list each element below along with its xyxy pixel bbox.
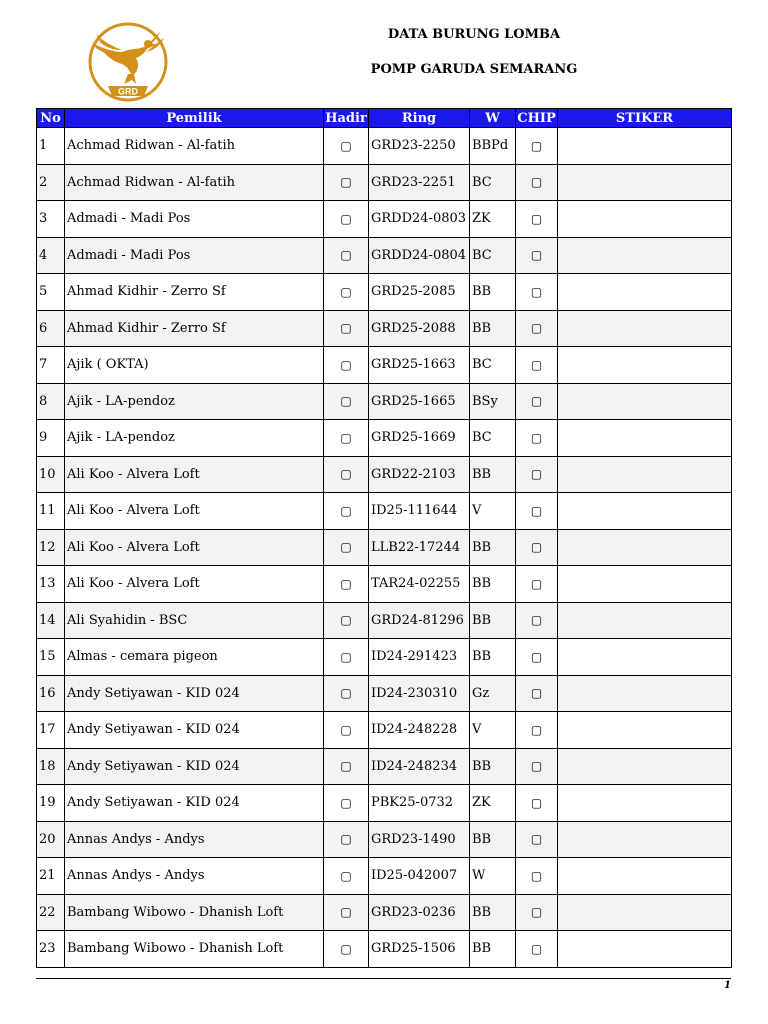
table-row xyxy=(37,420,732,457)
cell-pemilik: Ajik - LA-pendoz xyxy=(65,383,324,420)
chip-checkbox[interactable]: ▢ xyxy=(516,383,558,420)
cell-no: 15 xyxy=(37,639,65,676)
chip-checkbox[interactable]: ▢ xyxy=(516,894,558,931)
hadir-checkbox[interactable]: ▢ xyxy=(324,201,369,238)
cell-pemilik: Admadi - Madi Pos xyxy=(65,201,324,238)
cell-stiker xyxy=(558,201,732,238)
table-row xyxy=(37,894,732,931)
cell-no: 16 xyxy=(37,675,65,712)
chip-checkbox[interactable]: ▢ xyxy=(516,785,558,822)
cell-w: ZK xyxy=(470,201,516,238)
garuda-logo xyxy=(84,20,172,104)
column-header-hadir: Hadir xyxy=(325,110,367,126)
hadir-checkbox[interactable]: ▢ xyxy=(324,237,369,274)
cell-ring: PBK25-0732 xyxy=(369,785,470,822)
cell-stiker xyxy=(558,128,732,165)
cell-no: 13 xyxy=(37,566,65,603)
cell-pemilik: Ajik ( OKTA) xyxy=(65,347,324,384)
cell-w: BC xyxy=(470,237,516,274)
cell-pemilik: Achmad Ridwan - Al-fatih xyxy=(65,164,324,201)
column-header-stiker: STIKER xyxy=(558,109,732,128)
hadir-checkbox[interactable]: ▢ xyxy=(324,529,369,566)
cell-ring: GRD23-2251 xyxy=(369,164,470,201)
table-row xyxy=(37,310,732,347)
cell-ring: GRDD24-0803 xyxy=(369,201,470,238)
cell-ring: ID24-230310 xyxy=(369,675,470,712)
chip-checkbox[interactable]: ▢ xyxy=(516,128,558,165)
cell-no: 4 xyxy=(37,237,65,274)
cell-w: BB xyxy=(470,602,516,639)
cell-no: 5 xyxy=(37,274,65,311)
cell-no: 12 xyxy=(37,529,65,566)
cell-no: 3 xyxy=(37,201,65,238)
cell-w: BC xyxy=(470,347,516,384)
document-title: DATA BURUNG LOMBA xyxy=(387,27,561,42)
cell-no: 18 xyxy=(37,748,65,785)
chip-checkbox[interactable]: ▢ xyxy=(516,931,558,968)
table-row xyxy=(37,712,732,749)
cell-pemilik: Almas - cemara pigeon xyxy=(65,639,324,676)
table-row xyxy=(37,128,732,165)
cell-stiker xyxy=(558,456,732,493)
table-row xyxy=(37,821,732,858)
cell-pemilik: Andy Setiyawan - KID 024 xyxy=(65,675,324,712)
hadir-checkbox[interactable]: ▢ xyxy=(324,493,369,530)
hadir-checkbox[interactable]: ▢ xyxy=(324,420,369,457)
cell-no: 8 xyxy=(37,383,65,420)
column-header-chip: CHIP xyxy=(517,110,556,126)
cell-ring: GRD23-0236 xyxy=(369,894,470,931)
cell-stiker xyxy=(558,785,732,822)
cell-ring: ID24-248228 xyxy=(369,712,470,749)
cell-no: 22 xyxy=(37,894,65,931)
cell-w: BB xyxy=(470,456,516,493)
cell-w: BB xyxy=(470,566,516,603)
hadir-checkbox[interactable]: ▢ xyxy=(324,894,369,931)
cell-w: BSy xyxy=(470,383,516,420)
cell-w: BC xyxy=(470,164,516,201)
chip-checkbox[interactable]: ▢ xyxy=(516,456,558,493)
cell-pemilik: Ali Syahidin - BSC xyxy=(65,602,324,639)
cell-stiker xyxy=(558,748,732,785)
chip-checkbox[interactable]: ▢ xyxy=(516,675,558,712)
table-row xyxy=(37,164,732,201)
chip-checkbox[interactable]: ▢ xyxy=(516,310,558,347)
page-number: 1 xyxy=(724,980,731,991)
cell-pemilik: Ahmad Kidhir - Zerro Sf xyxy=(65,310,324,347)
cell-pemilik: Bambang Wibowo - Dhanish Loft xyxy=(65,931,324,968)
hadir-checkbox[interactable]: ▢ xyxy=(324,639,369,676)
cell-ring: GRD25-1663 xyxy=(369,347,470,384)
cell-no: 10 xyxy=(37,456,65,493)
column-header-pemilik: Pemilik xyxy=(65,109,324,128)
cell-w: V xyxy=(470,712,516,749)
hadir-checkbox[interactable]: ▢ xyxy=(324,821,369,858)
cell-stiker xyxy=(558,602,732,639)
cell-w: W xyxy=(470,858,516,895)
cell-stiker xyxy=(558,931,732,968)
cell-ring: GRD25-2088 xyxy=(369,310,470,347)
chip-checkbox[interactable]: ▢ xyxy=(516,712,558,749)
cell-pemilik: Bambang Wibowo - Dhanish Loft xyxy=(65,894,324,931)
cell-ring: ID24-248234 xyxy=(369,748,470,785)
chip-checkbox[interactable]: ▢ xyxy=(516,858,558,895)
cell-stiker xyxy=(558,894,732,931)
column-header-w: W xyxy=(470,109,516,128)
table-row xyxy=(37,383,732,420)
table-row xyxy=(37,237,732,274)
cell-stiker xyxy=(558,310,732,347)
cell-stiker xyxy=(558,164,732,201)
chip-checkbox[interactable]: ▢ xyxy=(516,602,558,639)
hadir-checkbox[interactable]: ▢ xyxy=(324,456,369,493)
chip-checkbox[interactable]: ▢ xyxy=(516,274,558,311)
table-row xyxy=(37,602,732,639)
cell-w: BB xyxy=(470,821,516,858)
cell-pemilik: Achmad Ridwan - Al-fatih xyxy=(65,128,324,165)
chip-checkbox[interactable]: ▢ xyxy=(516,639,558,676)
table-row xyxy=(37,274,732,311)
hadir-checkbox[interactable]: ▢ xyxy=(324,858,369,895)
hadir-checkbox[interactable]: ▢ xyxy=(324,383,369,420)
hadir-checkbox[interactable]: ▢ xyxy=(324,274,369,311)
hadir-checkbox[interactable]: ▢ xyxy=(324,931,369,968)
cell-stiker xyxy=(558,493,732,530)
cell-stiker xyxy=(558,529,732,566)
chip-checkbox[interactable]: ▢ xyxy=(516,821,558,858)
chip-checkbox[interactable]: ▢ xyxy=(516,420,558,457)
cell-stiker xyxy=(558,347,732,384)
cell-ring: GRD25-1506 xyxy=(369,931,470,968)
cell-ring: GRD25-1665 xyxy=(369,383,470,420)
hadir-checkbox[interactable]: ▢ xyxy=(324,347,369,384)
cell-pemilik: Andy Setiyawan - KID 024 xyxy=(65,712,324,749)
cell-ring: GRD23-1490 xyxy=(369,821,470,858)
cell-no: 7 xyxy=(37,347,65,384)
table-row xyxy=(37,201,732,238)
table-row xyxy=(37,639,732,676)
bird-data-table xyxy=(36,108,732,968)
cell-w: BB xyxy=(470,639,516,676)
cell-ring: GRD25-1669 xyxy=(369,420,470,457)
cell-ring: ID25-111644 xyxy=(369,493,470,530)
table-row xyxy=(37,675,732,712)
chip-checkbox[interactable]: ▢ xyxy=(516,347,558,384)
table-row xyxy=(37,347,732,384)
cell-w: Gz xyxy=(470,675,516,712)
cell-no: 9 xyxy=(37,420,65,457)
cell-ring: GRD23-2250 xyxy=(369,128,470,165)
cell-w: BC xyxy=(470,420,516,457)
cell-no: 14 xyxy=(37,602,65,639)
table-row xyxy=(37,456,732,493)
chip-checkbox[interactable]: ▢ xyxy=(516,566,558,603)
cell-no: 11 xyxy=(37,493,65,530)
cell-ring: ID25-042007 xyxy=(369,858,470,895)
hadir-checkbox[interactable]: ▢ xyxy=(324,785,369,822)
cell-ring: GRD22-2103 xyxy=(369,456,470,493)
cell-no: 2 xyxy=(37,164,65,201)
table-row xyxy=(37,748,732,785)
cell-pemilik: Ali Koo - Alvera Loft xyxy=(65,529,324,566)
cell-stiker xyxy=(558,712,732,749)
table-header-row xyxy=(37,109,732,128)
cell-stiker xyxy=(558,420,732,457)
table-row xyxy=(37,858,732,895)
cell-no: 1 xyxy=(37,128,65,165)
cell-w: ZK xyxy=(470,785,516,822)
cell-w: BBPd xyxy=(470,128,516,165)
cell-pemilik: Ajik - LA-pendoz xyxy=(65,420,324,457)
hadir-checkbox[interactable]: ▢ xyxy=(324,602,369,639)
table-row xyxy=(37,529,732,566)
cell-ring: GRD25-2085 xyxy=(369,274,470,311)
table-row xyxy=(37,566,732,603)
cell-stiker xyxy=(558,858,732,895)
footer-rule xyxy=(36,978,731,979)
cell-w: BB xyxy=(470,931,516,968)
cell-pemilik: Ali Koo - Alvera Loft xyxy=(65,456,324,493)
column-header-no: No xyxy=(37,109,65,128)
hadir-checkbox[interactable]: ▢ xyxy=(324,748,369,785)
cell-stiker xyxy=(558,383,732,420)
cell-no: 20 xyxy=(37,821,65,858)
cell-stiker xyxy=(558,274,732,311)
cell-w: BB xyxy=(470,274,516,311)
cell-ring: GRD24-81296 xyxy=(369,602,470,639)
hadir-checkbox[interactable]: ▢ xyxy=(324,675,369,712)
cell-pemilik: Annas Andys - Andys xyxy=(65,858,324,895)
cell-no: 19 xyxy=(37,785,65,822)
cell-stiker xyxy=(558,237,732,274)
chip-checkbox[interactable]: ▢ xyxy=(516,529,558,566)
cell-w: V xyxy=(470,493,516,530)
cell-w: BB xyxy=(470,894,516,931)
cell-stiker xyxy=(558,566,732,603)
hadir-checkbox[interactable]: ▢ xyxy=(324,164,369,201)
chip-checkbox[interactable]: ▢ xyxy=(516,748,558,785)
cell-no: 6 xyxy=(37,310,65,347)
cell-no: 17 xyxy=(37,712,65,749)
logo-text: GRD xyxy=(118,86,138,97)
table-row xyxy=(37,785,732,822)
cell-ring: LLB22-17244 xyxy=(369,529,470,566)
cell-pemilik: Annas Andys - Andys xyxy=(65,821,324,858)
cell-pemilik: Ali Koo - Alvera Loft xyxy=(65,566,324,603)
cell-stiker xyxy=(558,821,732,858)
cell-stiker xyxy=(558,675,732,712)
cell-w: BB xyxy=(470,529,516,566)
chip-checkbox[interactable]: ▢ xyxy=(516,493,558,530)
cell-ring: ID24-291423 xyxy=(369,639,470,676)
cell-ring: TAR24-02255 xyxy=(369,566,470,603)
cell-pemilik: Andy Setiyawan - KID 024 xyxy=(65,785,324,822)
hadir-checkbox[interactable]: ▢ xyxy=(324,128,369,165)
cell-stiker xyxy=(558,639,732,676)
hadir-checkbox[interactable]: ▢ xyxy=(324,566,369,603)
chip-checkbox[interactable]: ▢ xyxy=(516,237,558,274)
cell-w: BB xyxy=(470,748,516,785)
chip-checkbox[interactable]: ▢ xyxy=(516,201,558,238)
hadir-checkbox[interactable]: ▢ xyxy=(324,310,369,347)
cell-pemilik: Ahmad Kidhir - Zerro Sf xyxy=(65,274,324,311)
table-row xyxy=(37,493,732,530)
cell-no: 23 xyxy=(37,931,65,968)
cell-w: BB xyxy=(470,310,516,347)
cell-pemilik: Ali Koo - Alvera Loft xyxy=(65,493,324,530)
document-subtitle: POMP GARUDA SEMARANG xyxy=(370,62,578,77)
cell-ring: GRDD24-0804 xyxy=(369,237,470,274)
hadir-checkbox[interactable]: ▢ xyxy=(324,712,369,749)
table-row xyxy=(37,931,732,968)
chip-checkbox[interactable]: ▢ xyxy=(516,164,558,201)
cell-pemilik: Admadi - Madi Pos xyxy=(65,237,324,274)
cell-no: 21 xyxy=(37,858,65,895)
column-header-ring: Ring xyxy=(369,109,470,128)
cell-pemilik: Andy Setiyawan - KID 024 xyxy=(65,748,324,785)
